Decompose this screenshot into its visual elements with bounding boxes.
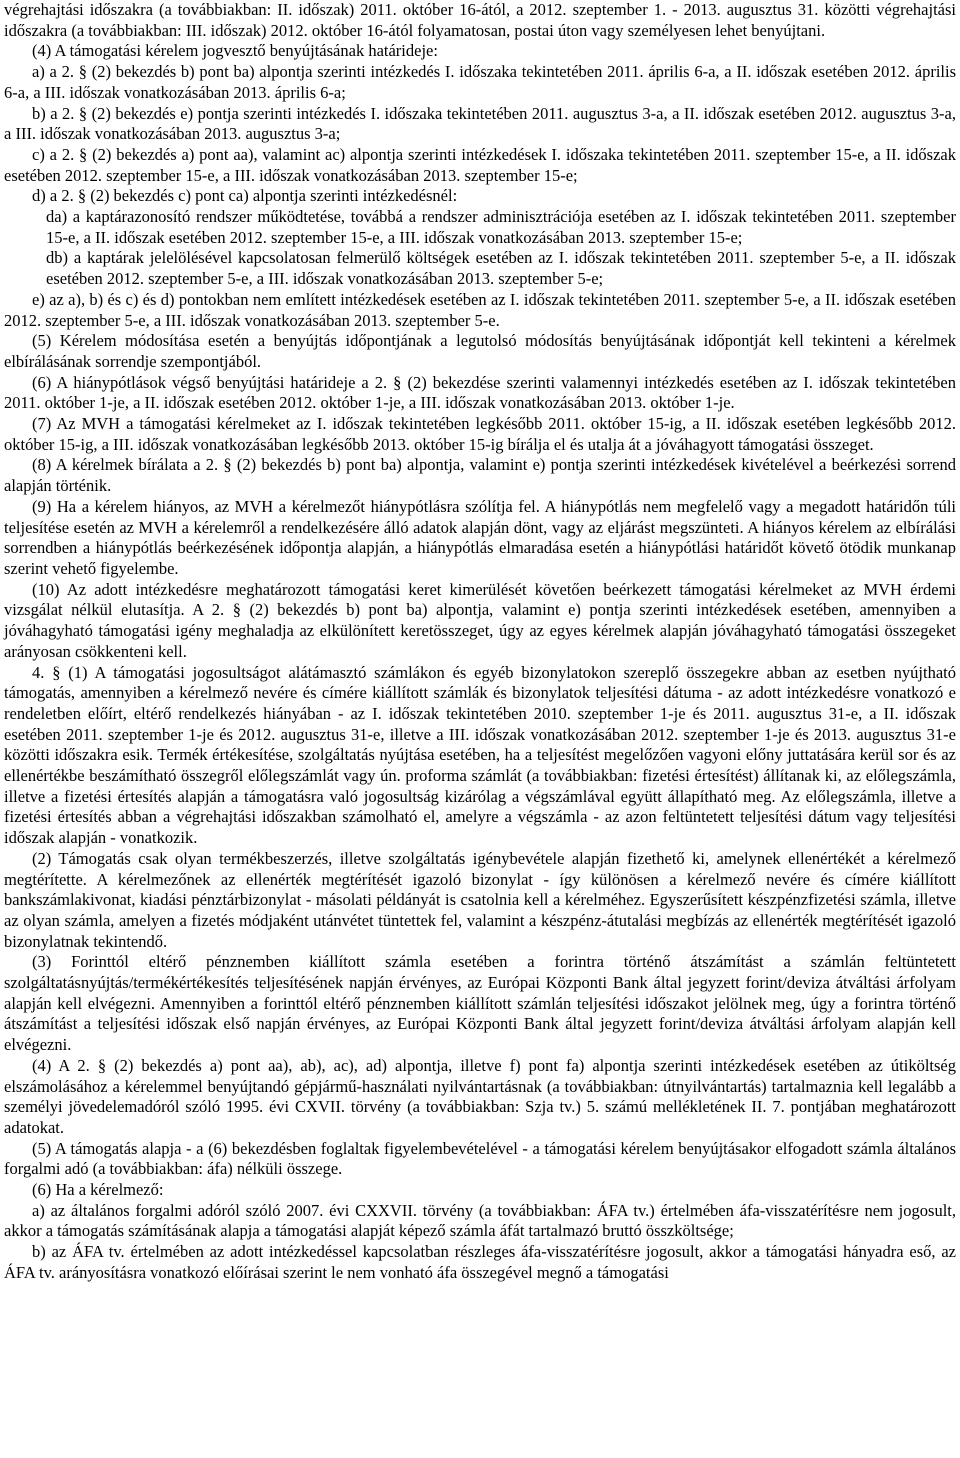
- item-e: e) az a), b) és c) és d) pontokban nem említett intézkedések esetében az I. időszak tekintetében 2011. szeptember 5-e, a II. időszak esetében 2012. szeptember 5-e, a III. időszak vonatkozásában 2013. szeptember 5-e.: [4, 289, 956, 330]
- paragraph-8: (8) A kérelmek bírálata a 2. § (2) bekezdés b) pont ba) alpontja, valamint e) pontja szerinti intézkedések kivételével a beérkezési sorrend alapján történik.: [4, 455, 956, 496]
- item-db: db) a kaptárak jelelölésével kapcsolatosan felmerülő költségek esetében az I. időszak tekintetében 2011. szeptember 5-e, a II. időszak esetében 2012. szeptember 5-e, a III. időszak vonatkozásában 2013. szeptember 5-e;: [46, 248, 956, 289]
- item-a: a) a 2. § (2) bekezdés b) pont ba) alpontja szerinti intézkedés I. időszaka tekintetében 2011. április 6-a, a II. időszak esetében 2012. április 6-a, a III. időszak vonatkozásában 2013. április 6-a;: [4, 62, 956, 102]
- item-da: da) a kaptárazonosító rendszer működtetése, továbbá a rendszer adminisztrációja esetében az I. időszak tekintetében 2011. szeptember 15-e, a II. időszak esetében 2012. szeptember 15-e, a III. időszak vonatkozásában 2013. szeptember 15-e;: [46, 207, 956, 247]
- paragraph-5: (5) Kérelem módosítása esetén a benyújtás időpontjának a legutolsó módosítás benyújtásának időpontját kell tekinteni a kérelmek elbírálásának sorrendje szempontjából.: [4, 331, 956, 371]
- section-4-paragraph-2: (2) Támogatás csak olyan termékbeszerzés, illetve szolgáltatás igénybevétele alapján fizethető ki, amelynek ellenértékét a kérelmező megtérítette. A kérelmezőnek az ellenérték megtérítését igazoló bizonylat - így különösen a kérelmező nevére és címére kiállított bankszámlakivonat, kiadási pénztárbizonylat - másolati példányát is csatolnia kell a kérelméhez. Egyszerűsített készpénzfizetési számla, illetve az olyan számla, amelyen a fizetés módjaként utánvétet tüntettek fel, valamint a készpénz-átutalási megbízás az ellenérték megtérítését igazoló bizonylatnak tekintendő.: [4, 848, 956, 951]
- section-4-item-b: b) az ÁFA tv. értelmében az adott intézkedéssel kapcsolatban részleges áfa-visszatérítésre jogosult, akkor a támogatási hányadra eső, az ÁFA tv. arányosításra vonatkozó előírásai szerint le nem vonható áfa összegével megnő a támogatási: [4, 1242, 956, 1282]
- section-4-item-a: a) az általános forgalmi adóról szóló 2007. évi CXXVII. törvény (a továbbiakban: ÁFA tv.) értelmében áfa-visszatérítésre nem jogosult, akkor a támogatás számításának alapja a támogatási alapját képező számla áfát tartalmazó bruttó összköltsége;: [4, 1200, 956, 1241]
- paragraph-10: (10) Az adott intézkedésre meghatározott támogatási keret kimerülését követően beérkezett támogatási kérelmeket az MVH érdemi vizsgálat nélkül elutasítja. A 2. § (2) bekezdés b) pont ba) alpontja, valamint e) pontja szerinti intézkedések esetében, amennyiben a jóváhagyható támogatási igény meghaladja az elkülönített keretösszeget, úgy az egyes kérelmek alapján jóváhagyható támogatási összegeket arányosan csökkenteni kell.: [4, 579, 956, 661]
- section-4-paragraph-3: (3) Forinttól eltérő pénznemben kiállított számla esetében a forintra történő átszámítást a számlán feltüntetett szolgáltatásnyújtás/termékértékesítés teljesítésének napján érvényes, az Európai Központi Bank által jegyzett forint/deviza átváltási árfolyam alapján kell elvégezni. Amennyiben a forinttól eltérő pénznemben kiállított számlán teljesítési időszakot jelölnek meg, úgy a forintra történő átszámítást a teljesítési időszak első napján érvényes, az Európai Központi Bank által jegyzett forint/deviza átváltási árfolyam alapján kell elvégezni.: [4, 952, 956, 1055]
- section-4-paragraph-1: 4. § (1) A támogatási jogosultságot alátámasztó számlákon és egyéb bizonylatokon szereplő összegekre abban az esetben nyújtható támogatás, amennyiben a kérelmező nevére és címére kiállított számlák és bizonylatok teljesítési dátuma - az adott intézkedésre vonatkozó e rendeletben előírt, eltérő rendelkezés hiányában - az I. időszak tekintetében 2010. szeptember 1-je és 2011. augusztus 31-e, a II. időszak esetében 2011. szeptember 1-je és 2012. augusztus 31-e, illetve a III. időszak vonatkozásában 2012. szeptember 1-je és 2013. augusztus 31-e közötti időszakra esik. Termék értékesítése, szolgáltatás nyújtása esetében, ha a teljesítést megelőzően vagyoni előny juttatására kerül sor és az ellenértékbe beszámítható összegről előlegszámlát vagy ún. proforma számlát (a továbbiakban: fizetési értesítést) állítanak ki, az előlegszámla, illetve a fizetési értesítés alapján a támogatásra való jogosultság kizárólag a végszámlával együtt állapítható meg. Az előlegszámla, illetve a fizetési értesítés abban a végrehajtási időszakban számolható el, amelyre a végszámla - az azon feltüntetett teljesítési dátum vagy teljesítési időszak alapján - vonatkozik.: [4, 662, 956, 848]
- item-b: b) a 2. § (2) bekezdés e) pontja szerinti intézkedés I. időszaka tekintetében 2011. augusztus 3-a, a II. időszak esetében 2012. augusztus 3-a, a III. időszak vonatkozásában 2013. augusztus 3-a;: [4, 103, 956, 144]
- paragraph-intro: végrehajtási időszakra (a továbbiakban: II. időszak) 2011. október 16-ától, a 2012. szeptember 1. - 2013. augusztus 31. közötti végrehajtási időszakra (a továbbiakban: III. időszak) 2012. október 16-ától folyamatosan, postai úton vagy személyesen lehet benyújtani.: [4, 0, 956, 40]
- item-d: d) a 2. § (2) bekezdés c) pont ca) alpontja szerinti intézkedésnél:: [32, 186, 458, 206]
- paragraph-4: (4) A támogatási kérelem jogvesztő benyújtásának határideje:: [32, 41, 438, 61]
- section-4-paragraph-4: (4) A 2. § (2) bekezdés a) pont aa), ab), ac), ad) alpontja, illetve f) pont fa) alpontja szerinti intézkedések esetében az útiköltség elszámolásához a kérelemmel benyújtandó gépjármű-használati nyilvántartásnak (a továbbiakban: útnyilvántartás) tartalmaznia kell legalább a személyi jövedelemadóról szóló 1995. évi CXVII. törvény (a továbbiakban: Szja tv.) 5. számú mellékletének II. 7. pontjában meghatározott adatokat.: [4, 1055, 956, 1137]
- section-4-paragraph-6: (6) Ha a kérelmező:: [32, 1180, 164, 1200]
- paragraph-7: (7) Az MVH a támogatási kérelmeket az I. időszak tekintetében legkésőbb 2011. október 15-ig, a II. időszak esetében legkésőbb 2012. október 15-ig, a III. időszak vonatkozásában legkésőbb 2013. október 15-ig bírálja el és utalja át a jóváhagyott támogatási összeget.: [4, 414, 956, 454]
- paragraph-6: (6) A hiánypótlások végső benyújtási határideje a 2. § (2) bekezdése szerinti valamennyi intézkedés esetében az I. időszak tekintetében 2011. október 1-je, a II. időszak esetében 2012. október 1-je, a III. időszak vonatkozásában 2013. október 1-je.: [4, 372, 956, 413]
- item-c: c) a 2. § (2) bekezdés a) pont aa), valamint ac) alpontja szerinti intézkedések I. időszaka tekintetében 2011. szeptember 15-e, a II. időszak esetében 2012. szeptember 15-e, a III. időszak vonatkozásában 2013. szeptember 15-e;: [4, 144, 956, 185]
- section-4-paragraph-5: (5) A támogatás alapja - a (6) bekezdésben foglaltak figyelembevételével - a támogatási kérelem benyújtásakor elfogadott számla általános forgalmi adó (a továbbiakban: áfa) nélküli összege.: [4, 1138, 956, 1179]
- paragraph-9: (9) Ha a kérelem hiányos, az MVH a kérelmezőt hiánypótlásra szólítja fel. A hiánypótlás nem megfelelő vagy a megadott határidőn túli teljesítése esetén az MVH a kérelemről a rendelkezésére álló adatok alapján dönt, vagy az eljárást megszünteti. A hiányos kérelem az elbírálási sorrendben a hiánypótlás beérkezésének időpontja alapján, a hiánypótlás elmaradása esetén a hiánypótlási határidőt követő ötödik munkanap szerint vehető figyelembe.: [4, 496, 956, 578]
